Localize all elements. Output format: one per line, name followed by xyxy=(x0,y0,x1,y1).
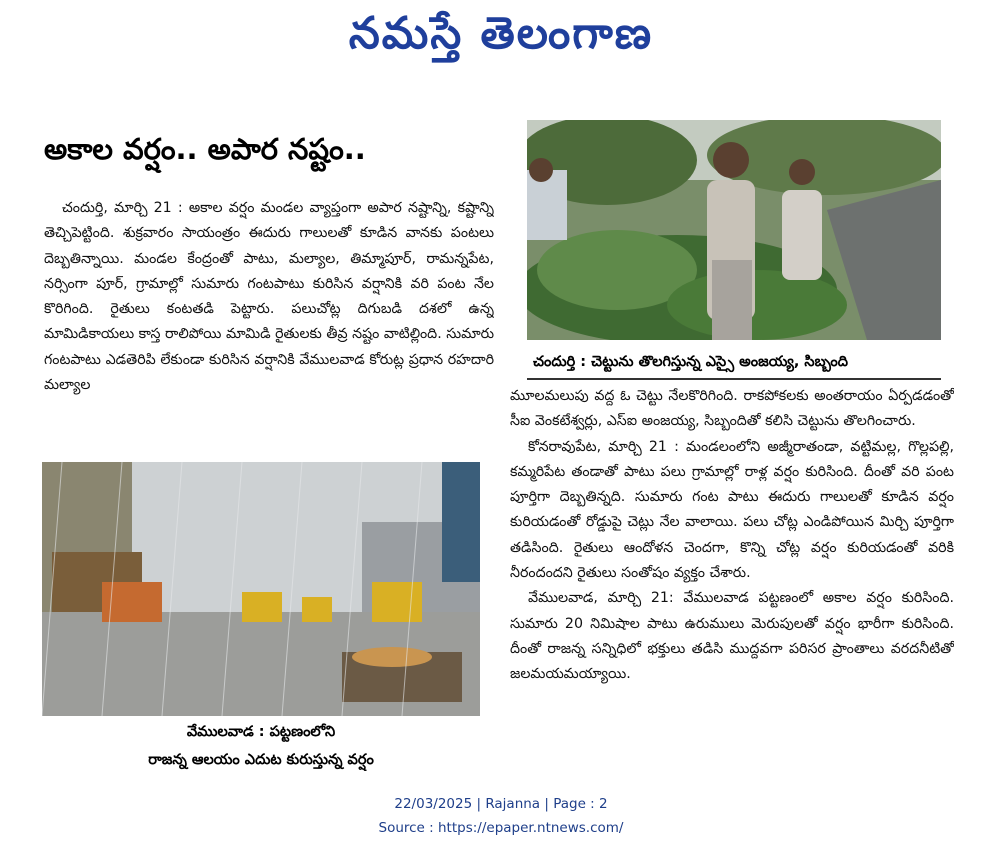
rain-photo-caption xyxy=(42,718,480,774)
article-paragraph: కోనరావుపేట, మార్చి 21 : మండలంలోని అజ్మీరాతండా, వట్టిమల్ల, గొల్లపల్లి, కమ్మరిపేట తండాతో పాటు పలు గ్రామాల్లో రాళ్ల వర్షం కురిసింది. దీంతో వరి పంట పూర్తిగా దెబ్బతిన్నది. సుమారు గంట పాటు ఈదురు గాలులతో కూడిన వర్షం కురియడంతో రోడ్డుపై చెట్లు నేల వాలాయి. పలు చోట్ల ఎండిపోయిన మిర్చి పూర్తిగా తడిసింది. రైతులు ఆందోళన చెందగా, కొన్ని చోట్ల వర్షం కురియడంతో వరికి నీరందందని రైతులు సంతోషం వ్యక్తం చేశారు. xyxy=(510,438,954,582)
tree-photo-caption: చందుర్తి : చెట్టును తొలగిస్తున్న ఎస్సై అంజయ్య, సిబ్బంది xyxy=(533,354,849,370)
article-paragraph: వేములవాడ, మార్చి 21: వేములవాడ పట్టణంలో అకాల వర్షం కురిసింది. సుమారు 20 నిమిషాల పాటు ఉరుములు మెరుపులతో వర్షం భారీగా కురిసింది. దీంతో రాజన్న సన్నిధిలో భక్తులు తడిసి ముద్దవగా పరిసర ప్రాంతాలు వరదనీటితో జలమయమయ్యాయి. xyxy=(510,590,954,683)
article-right-column xyxy=(510,384,954,776)
rain-street-photo-graphic xyxy=(42,462,480,716)
fallen-tree-photo-graphic xyxy=(527,120,941,340)
masthead xyxy=(0,4,1002,64)
fallen-tree-photo xyxy=(527,120,941,340)
rain-photo-caption-line2: రాజన్న ఆలయం ఎదుట కురుస్తున్న వర్షం xyxy=(148,752,374,768)
page-footer xyxy=(0,792,1002,840)
rain-street-photo xyxy=(42,462,480,716)
rain-photo-caption-line1: వేములవాడ : పట్టణంలోని xyxy=(186,724,336,740)
source-link[interactable]: Source : https://epaper.ntnews.com/ xyxy=(378,820,624,836)
article-left-column xyxy=(44,196,494,446)
newspaper-logo: నమస్తే తెలంగాణ xyxy=(348,8,654,59)
article-paragraph: చందుర్తి, మార్చి 21 : అకాల వర్షం మండల వ్యాప్తంగా అపార నష్టాన్ని, కష్టాన్ని తెచ్చిపెట్టింది. శుక్రవారం సాయంత్రం ఈదురు గాలులతో కూడిన వానకు పంటలు దెబ్బతిన్నాయి. మండల కేంద్రంతో పాటు, మల్యాల, తిమ్మాపూర్, రామన్నపేట, నర్సింగా పూర్, గ్రామాల్లో సుమారు గంటపాటు కురిసిన వర్షానికి వరి పంట నేల కొరిగింది. రైతులు కంటతడి పెట్టారు. పలుచోట్ల దిగుబడి దశలో ఉన్న మామిడికాయలు కాస్త రాలిపోయి మామిడి రైతులకు తీవ్ర నష్టం వాటిల్లింది. సుమారు గంటపాటు ఎడతెరిపి లేకుండా కురిసిన వర్షానికి వేములవాడ కోరుట్ల ప్రధాన రహదారి మల్యాల xyxy=(44,200,494,394)
article-paragraph: మూలమలుపు వద్ద ఓ చెట్టు నేలకొరిగింది. రాకపోకలకు అంతరాయం ఏర్పడడంతో సీఐ వెంకటేశ్వర్లు, ఎస్ఐ అంజయ్య, సిబ్బందితో కలిసి చెట్టును తొలగించారు. xyxy=(510,388,954,430)
edition-info: 22/03/2025 | Rajanna | Page : 2 xyxy=(394,796,608,812)
article-headline: అకాల వర్షం.. అపార నష్టం.. xyxy=(44,132,366,166)
caption-divider xyxy=(527,378,941,380)
